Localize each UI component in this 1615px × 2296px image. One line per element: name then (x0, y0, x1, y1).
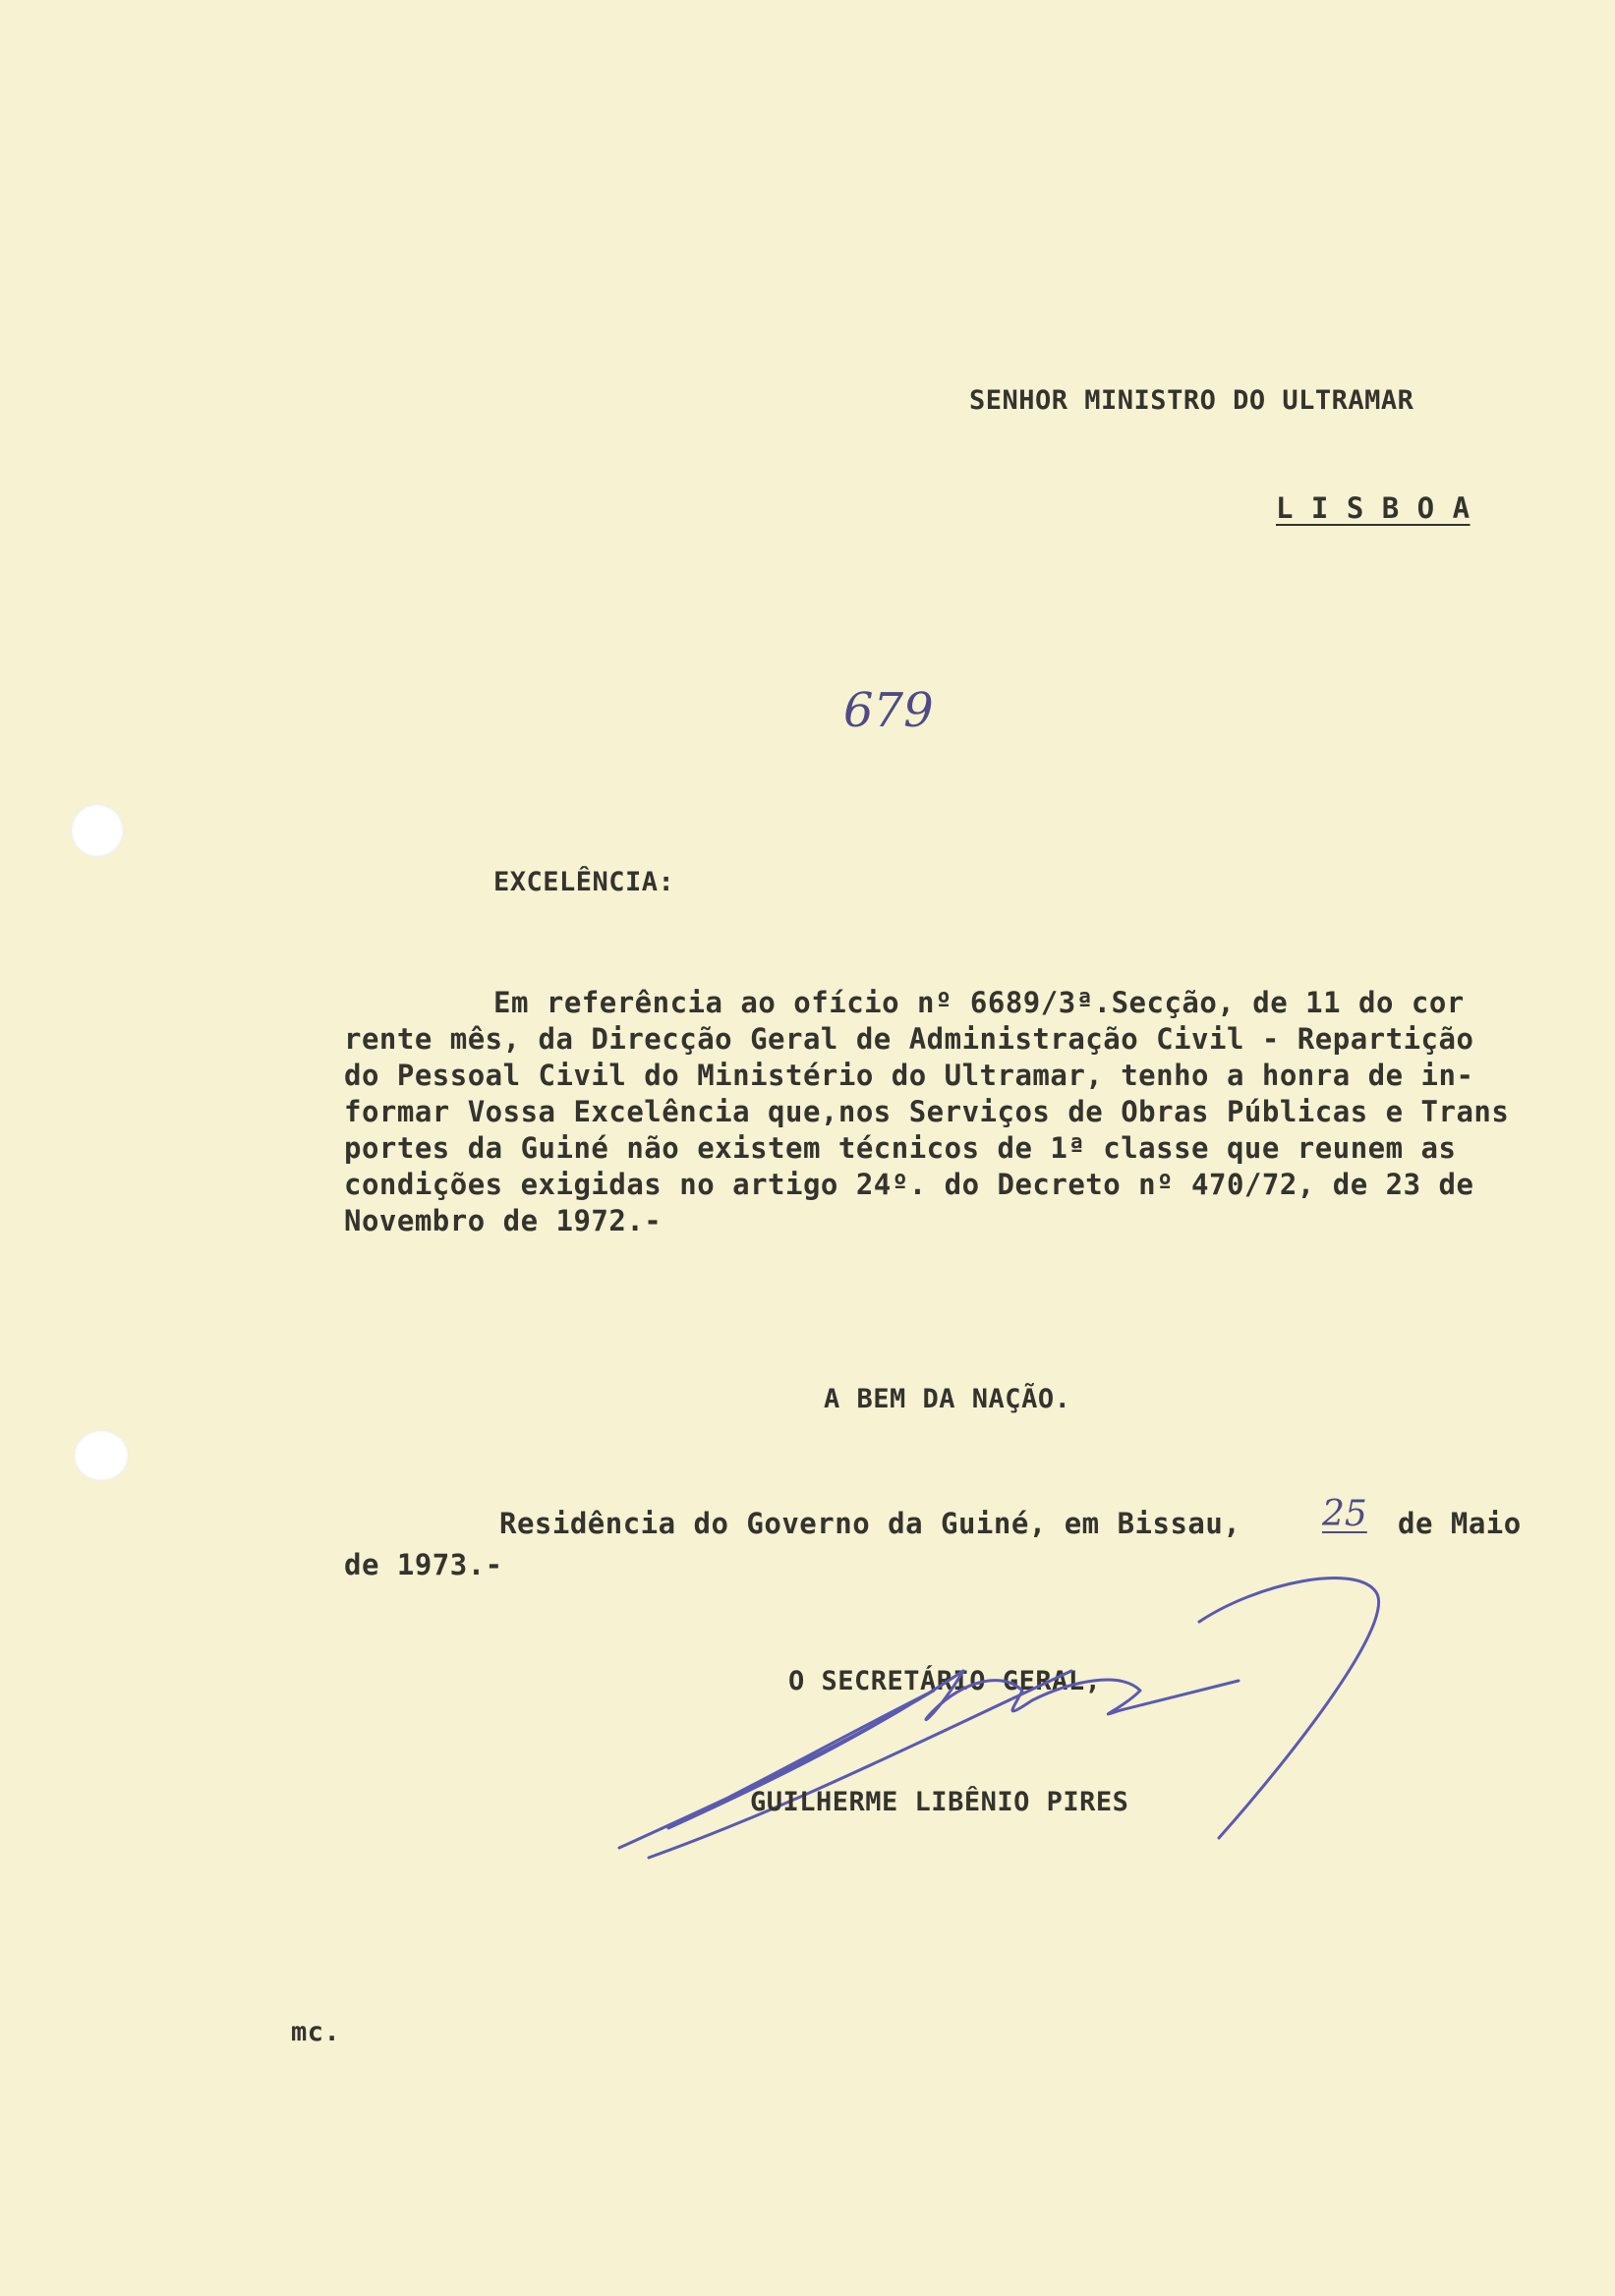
punch-hole-top (71, 804, 124, 857)
body-line: rente mês, da Direcção Geral de Administração Civil - Repartição (344, 1022, 1474, 1056)
place-date-year: de 1973.- (344, 1548, 503, 1581)
body-line: formar Vossa Excelência que,nos Serviços de Obras Públicas e Trans (344, 1095, 1510, 1128)
handwritten-reference-number: 679 (843, 683, 934, 738)
handwritten-day: 25 (1322, 1494, 1367, 1534)
place-date-suffix: de Maio (1398, 1507, 1522, 1540)
body-line: portes da Guiné não existem técnicos de 1ª classe que reunem as (344, 1131, 1457, 1165)
place-date-prefix: Residência do Governo da Guiné, em Bissau, (499, 1507, 1241, 1540)
body-line: do Pessoal Civil do Ministério do Ultramar, tenho a honra de in- (344, 1059, 1474, 1092)
signatory-name: GUILHERME LIBÊNIO PIRES (750, 1787, 1129, 1817)
closing-formula: A BEM DA NAÇÃO. (824, 1384, 1071, 1414)
handwritten-signature (609, 1563, 1396, 1877)
recipient-city: L I S B O A (1276, 491, 1471, 525)
body-line: Novembro de 1972.- (344, 1204, 663, 1237)
punch-hole-bottom (74, 1430, 129, 1481)
body-line: condições exigidas no artigo 24º. do Decreto nº 470/72, de 23 de (344, 1168, 1474, 1201)
signatory-role: O SECRETÁRIO GERAL, (788, 1666, 1102, 1696)
recipient-title: SENHOR MINISTRO DO ULTRAMAR (969, 385, 1414, 416)
body-line: Em referência ao ofício nº 6689/3ª.Secção, de 11 do cor (493, 986, 1465, 1019)
salutation: EXCELÊNCIA: (493, 867, 675, 897)
typist-initials: mc. (291, 2017, 341, 2047)
